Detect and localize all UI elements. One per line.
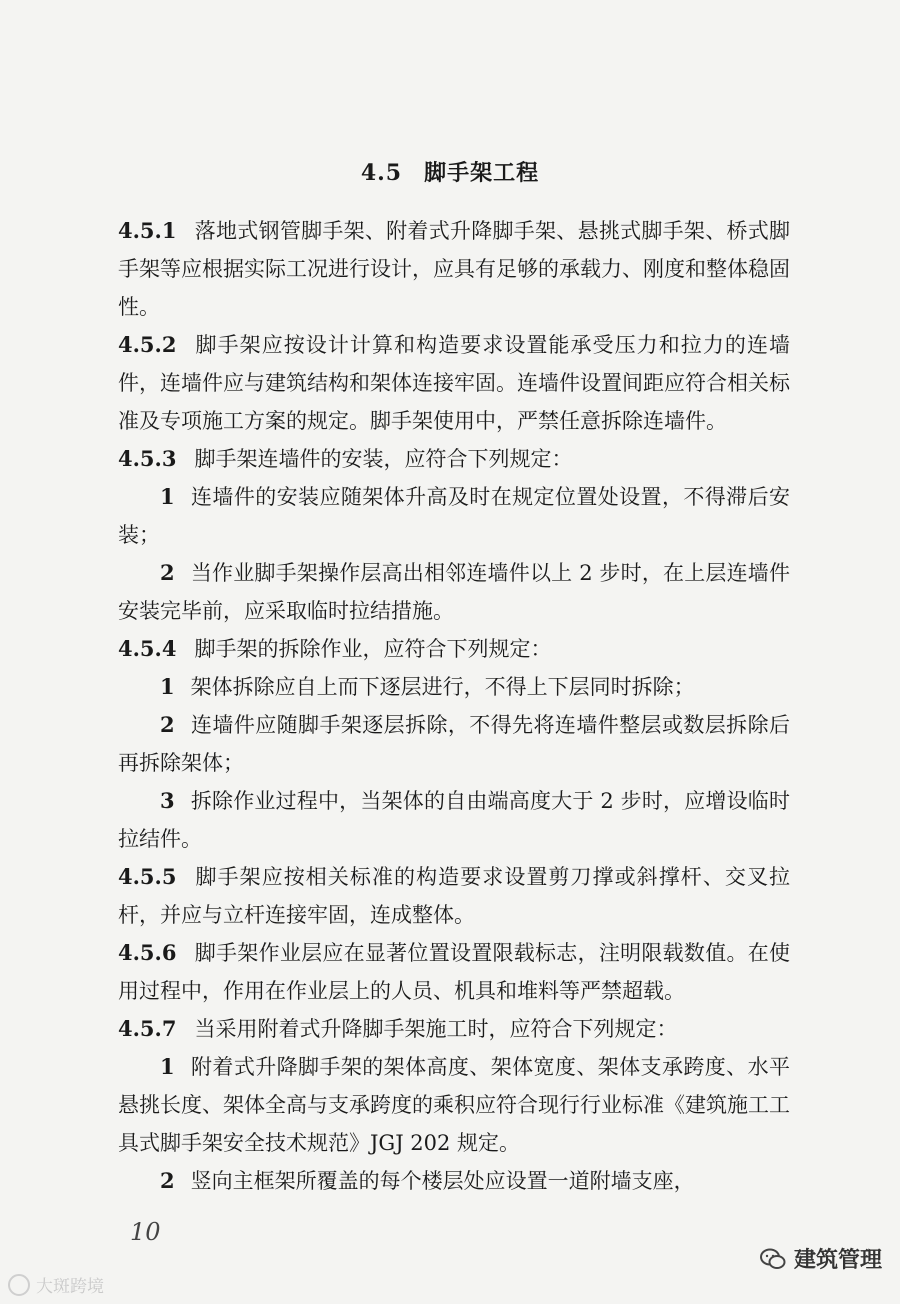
item-number: 3 xyxy=(160,788,175,813)
clause-text: 脚手架应按设计计算和构造要求设置能承受压力和拉力的连墙件，连墙件应与建筑结构和架体连接牢固。连墙件设置间距应符合相关标准及专项施工方案的规定。脚手架使用中，严禁任意拆除连墙件。 xyxy=(118,333,790,433)
item-text: 拆除作业过程中，当架体的自由端高度大于 2 步时，应增设临时拉结件。 xyxy=(118,789,790,851)
clause-number: 4.5.7 xyxy=(118,1016,177,1041)
item-number: 1 xyxy=(160,674,175,699)
clause-4-5-3 xyxy=(118,440,790,478)
brand-name: 建筑管理 xyxy=(794,1248,883,1273)
item-number: 1 xyxy=(160,1054,175,1079)
list-item xyxy=(118,1048,790,1162)
clause-number: 4.5.1 xyxy=(118,218,177,243)
clause-text: 落地式钢管脚手架、附着式升降脚手架、悬挑式脚手架、桥式脚手架等应根据实际工况进行设计，应具有足够的承载力、刚度和整体稳固性。 xyxy=(118,219,790,319)
clause-number: 4.5.6 xyxy=(118,940,177,965)
list-item xyxy=(118,1162,790,1200)
clause-number: 4.5.2 xyxy=(118,332,177,357)
list-item xyxy=(118,554,790,630)
clause-4-5-4 xyxy=(118,630,790,668)
item-text: 竖向主框架所覆盖的每个楼层处应设置一道附墙支座， xyxy=(190,1169,695,1193)
item-number: 2 xyxy=(160,560,175,585)
section-heading: 脚手架工程 xyxy=(424,160,540,186)
brand-label xyxy=(760,1243,882,1274)
clause-4-5-5 xyxy=(118,858,790,934)
section-number: 4.5 xyxy=(360,160,403,186)
list-item xyxy=(118,706,790,782)
watermark xyxy=(8,1272,104,1297)
item-number: 1 xyxy=(160,484,175,509)
list-item xyxy=(118,668,790,706)
page-number: 10 xyxy=(130,1218,161,1246)
clause-text: 脚手架连墙件的安装，应符合下列规定： xyxy=(194,447,573,471)
clause-number: 4.5.5 xyxy=(118,864,177,889)
list-item xyxy=(118,782,790,858)
clause-number: 4.5.3 xyxy=(118,446,177,471)
watermark-logo-icon xyxy=(8,1274,30,1296)
clause-text: 脚手架的拆除作业，应符合下列规定： xyxy=(194,637,552,661)
item-text: 当作业脚手架操作层高出相邻连墙件以上 2 步时，在上层连墙件安装完毕前，应采取临时拉结措施。 xyxy=(118,561,790,623)
clause-4-5-2 xyxy=(118,326,790,440)
clause-4-5-1 xyxy=(118,212,790,326)
clause-text: 当采用附着式升降脚手架施工时，应符合下列规定： xyxy=(194,1017,678,1041)
clause-4-5-7 xyxy=(118,1010,790,1048)
clause-4-5-6 xyxy=(118,934,790,1010)
watermark-text: 大斑跨境 xyxy=(36,1277,104,1297)
clause-text: 脚手架应按相关标准的构造要求设置剪刀撑或斜撑杆、交叉拉杆，并应与立杆连接牢固，连成整体。 xyxy=(118,865,790,927)
item-text: 连墙件的安装应随架体升高及时在规定位置处设置，不得滞后安装； xyxy=(118,485,790,547)
body-text xyxy=(118,212,790,1200)
item-text: 附着式升降脚手架的架体高度、架体宽度、架体支承跨度、水平悬挑长度、架体全高与支承跨度的乘积应符合现行行业标准《建筑施工工具式脚手架安全技术规范》JGJ 202 规定。 xyxy=(118,1055,790,1155)
clause-text: 脚手架作业层应在显著位置设置限载标志，注明限载数值。在使用过程中，作用在作业层上的人员、机具和堆料等严禁超载。 xyxy=(118,941,790,1003)
section-title xyxy=(0,156,900,187)
item-text: 连墙件应随脚手架逐层拆除，不得先将连墙件整层或数层拆除后再拆除架体； xyxy=(118,713,790,775)
wechat-bubble-icon xyxy=(760,1247,786,1271)
list-item xyxy=(118,478,790,554)
item-number: 2 xyxy=(160,1168,175,1193)
item-number: 2 xyxy=(160,712,175,737)
clause-number: 4.5.4 xyxy=(118,636,177,661)
item-text: 架体拆除应自上而下逐层进行，不得上下层同时拆除； xyxy=(190,675,695,699)
